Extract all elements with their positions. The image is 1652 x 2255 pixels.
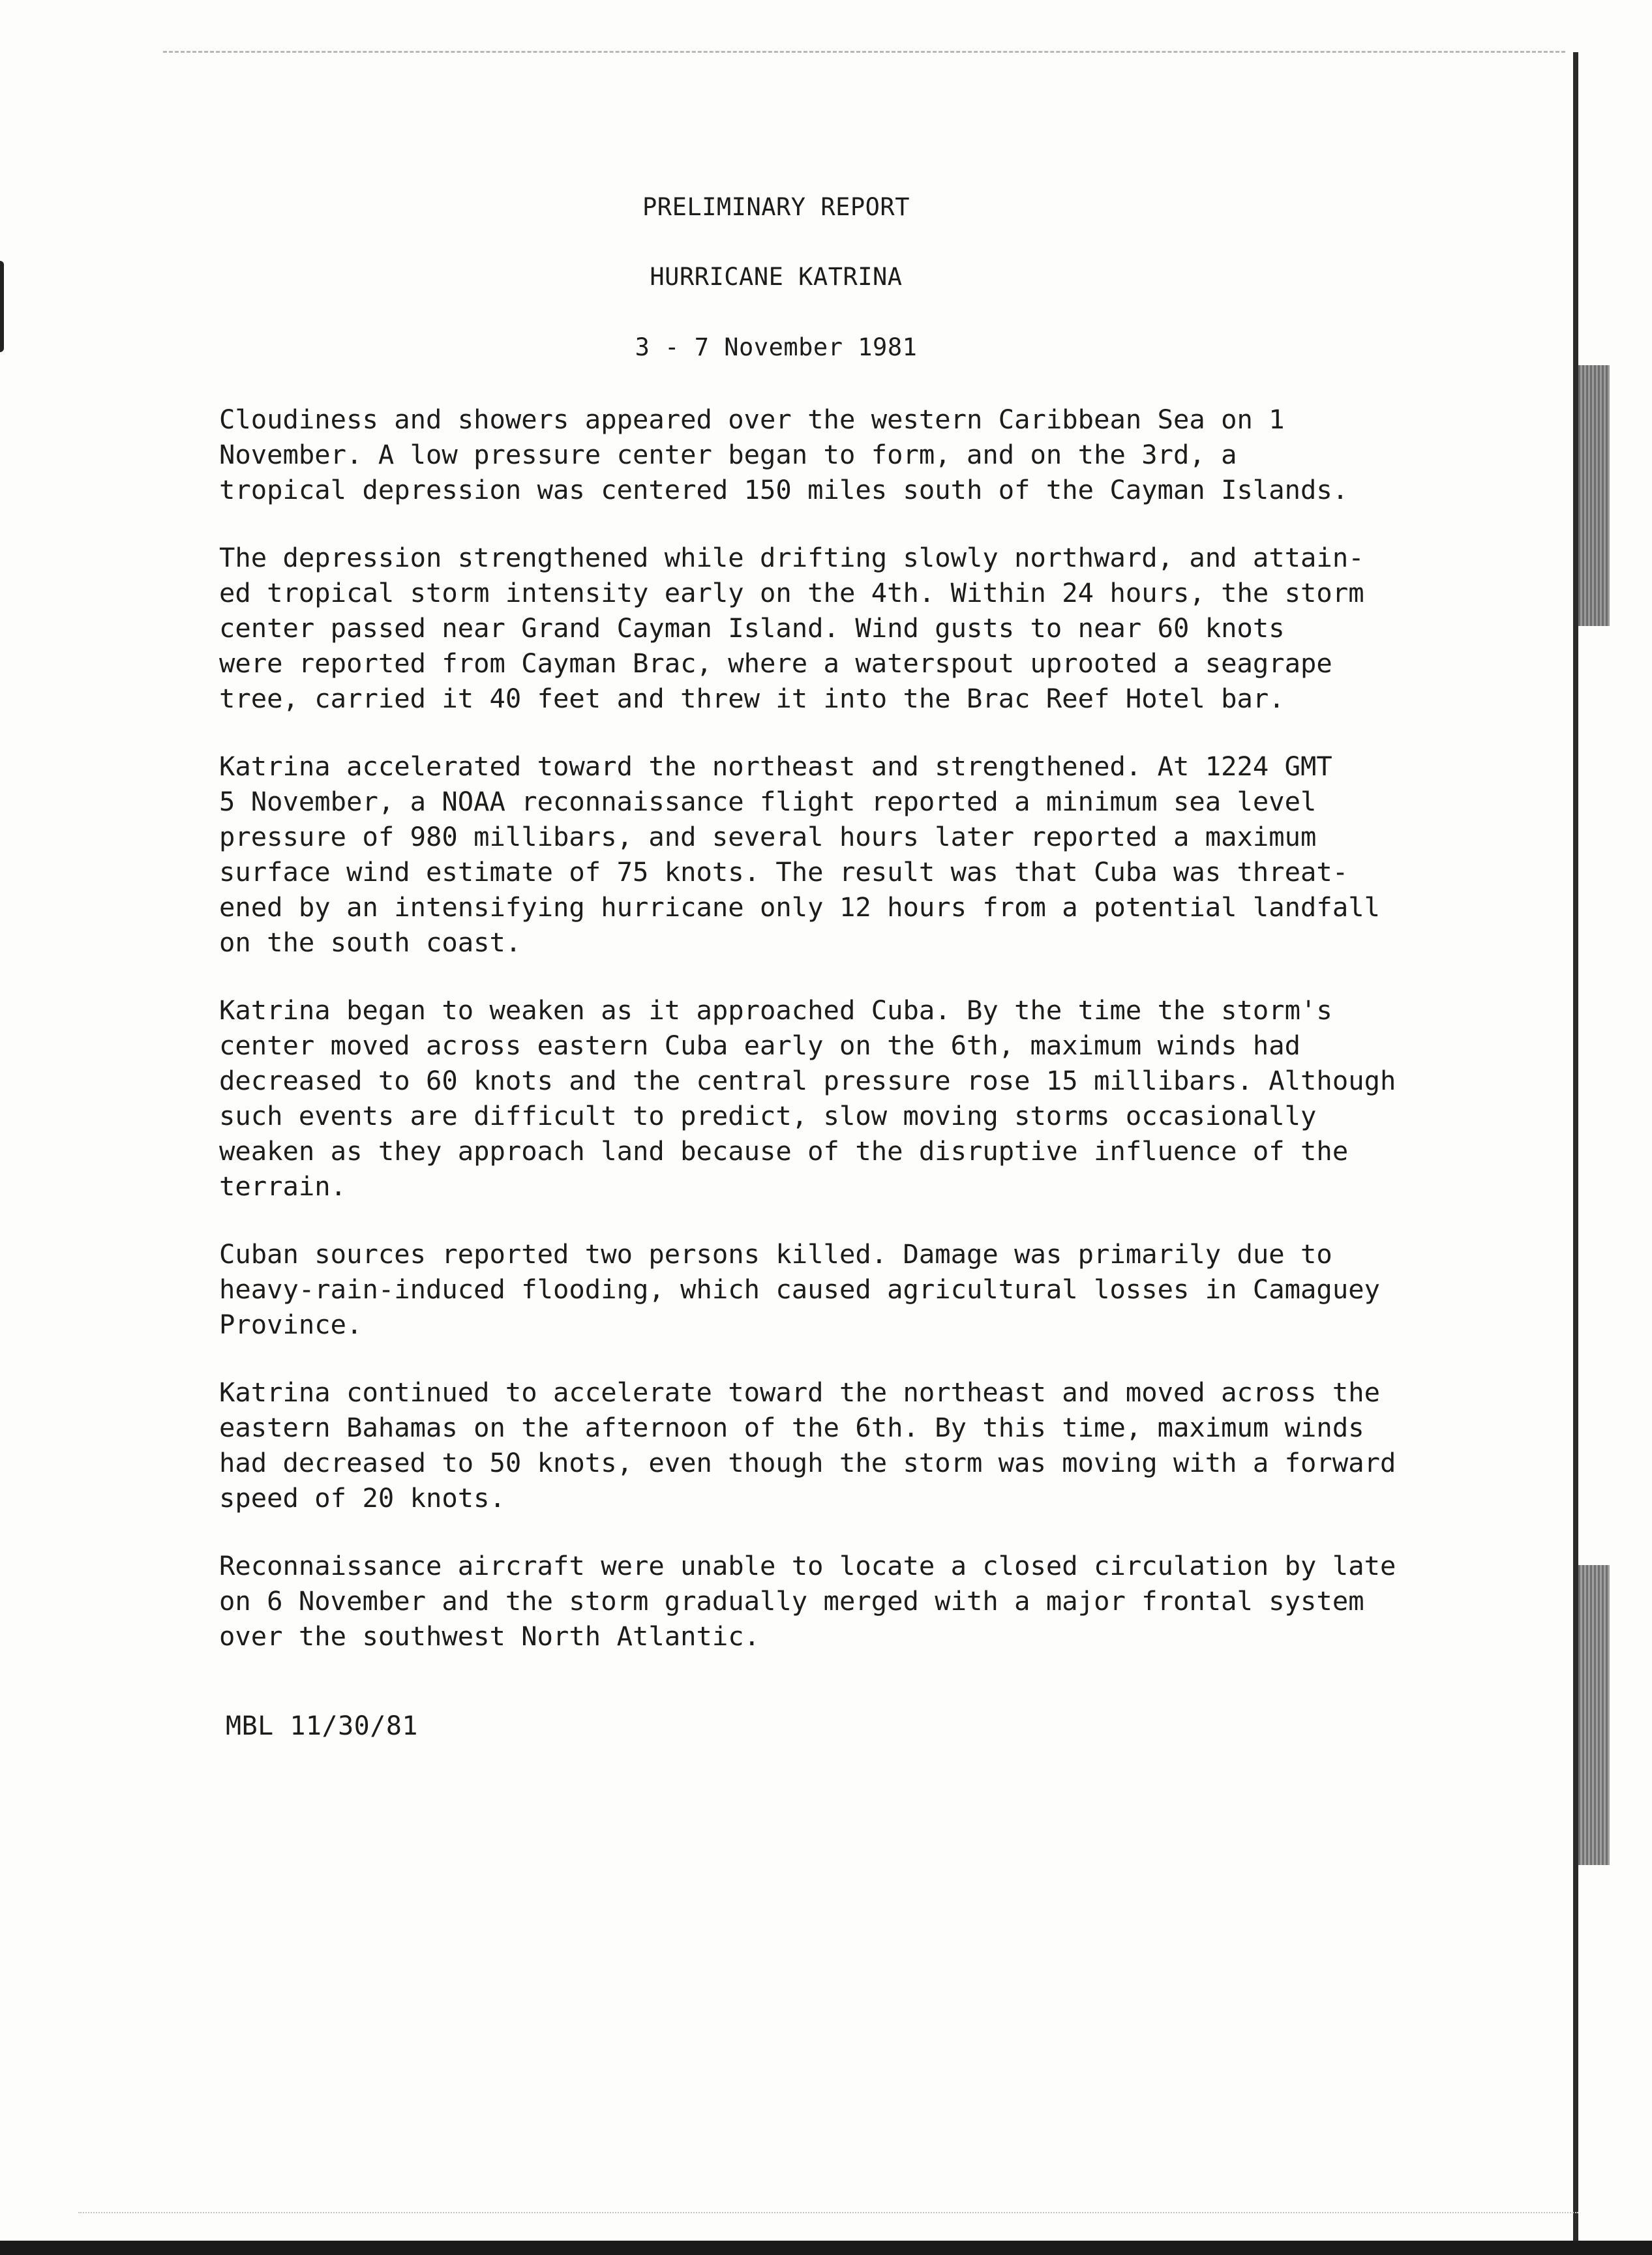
paragraph-bahamas: Katrina continued to accelerate toward the northeast and moved across the eastern Bahamas on the afternoon of the 6th. By this time, maximum winds had decreased to 50 knots, even though the storm was moving with a forward speed of 20 knots. [219, 1377, 1396, 1514]
paragraph-acceleration: Katrina accelerated toward the northeast and strengthened. At 1224 GMT 5 November, a NOAA reconnaissance flight reported a minimum sea level pressure of 980 millibars, and several hours later reported a maximum surface wind estimate of 75 knots. The result was that Cuba was threat- ened by an intensifying hurricane only 12 hours from a potential landfall on the south coast. [219, 751, 1380, 958]
scan-right-shade-lower [1578, 1565, 1610, 1865]
scan-bottom-dotted [78, 2212, 1578, 2213]
report-title: PRELIMINARY REPORT [642, 193, 910, 221]
scan-bottom-edge [0, 2241, 1652, 2255]
paragraph-formation: Cloudiness and showers appeared over the western Caribbean Sea on 1 November. A low pressure center began to form, and on the 3rd, a tropical depression was centered 150 miles south of the Cayman Islands. [219, 404, 1349, 505]
report-dates: 3 - 7 November 1981 [635, 333, 918, 361]
report-body [219, 402, 1484, 1686]
scan-right-shade-upper [1578, 365, 1610, 626]
paragraph-weakening: Katrina began to weaken as it approached Cuba. By the time the storm's center moved across eastern Cuba early on the 6th, maximum winds had decreased to 60 knots and the central pressure rose 15 millibars. Although such events are difficult to predict, slow moving storms occasionally weaken as they approach land because of the disruptive influence of the terrain. [219, 994, 1396, 1202]
storm-name: HURRICANE KATRINA [650, 263, 903, 291]
paragraph-dissipation: Reconnaissance aircraft were unable to locate a closed circulation by late on 6 November and the storm gradually merged with a major frontal system over the southwest North Atlantic. [219, 1550, 1396, 1652]
paragraph-casualties: Cuban sources reported two persons killed. Damage was primarily due to heavy-rain-induced flooding, which caused agricultural losses in Camaguey Province. [219, 1238, 1380, 1340]
author-signature: MBL 11/30/81 [226, 1711, 418, 1741]
scan-right-bar [1573, 52, 1578, 2243]
scan-top-edge [163, 51, 1565, 53]
paragraph-strengthening: The depression strengthened while drifting slowly northward, and attain- ed tropical storm intensity early on the 4th. Within 24 hours, the storm center passed near Grand Cayman Island. Wind gusts to near 60 knots were reported from Cayman Brac, where a waterspout uprooted a seagrape tree, carried it 40 feet and threw it into the Brac Reef Hotel bar. [219, 542, 1364, 714]
